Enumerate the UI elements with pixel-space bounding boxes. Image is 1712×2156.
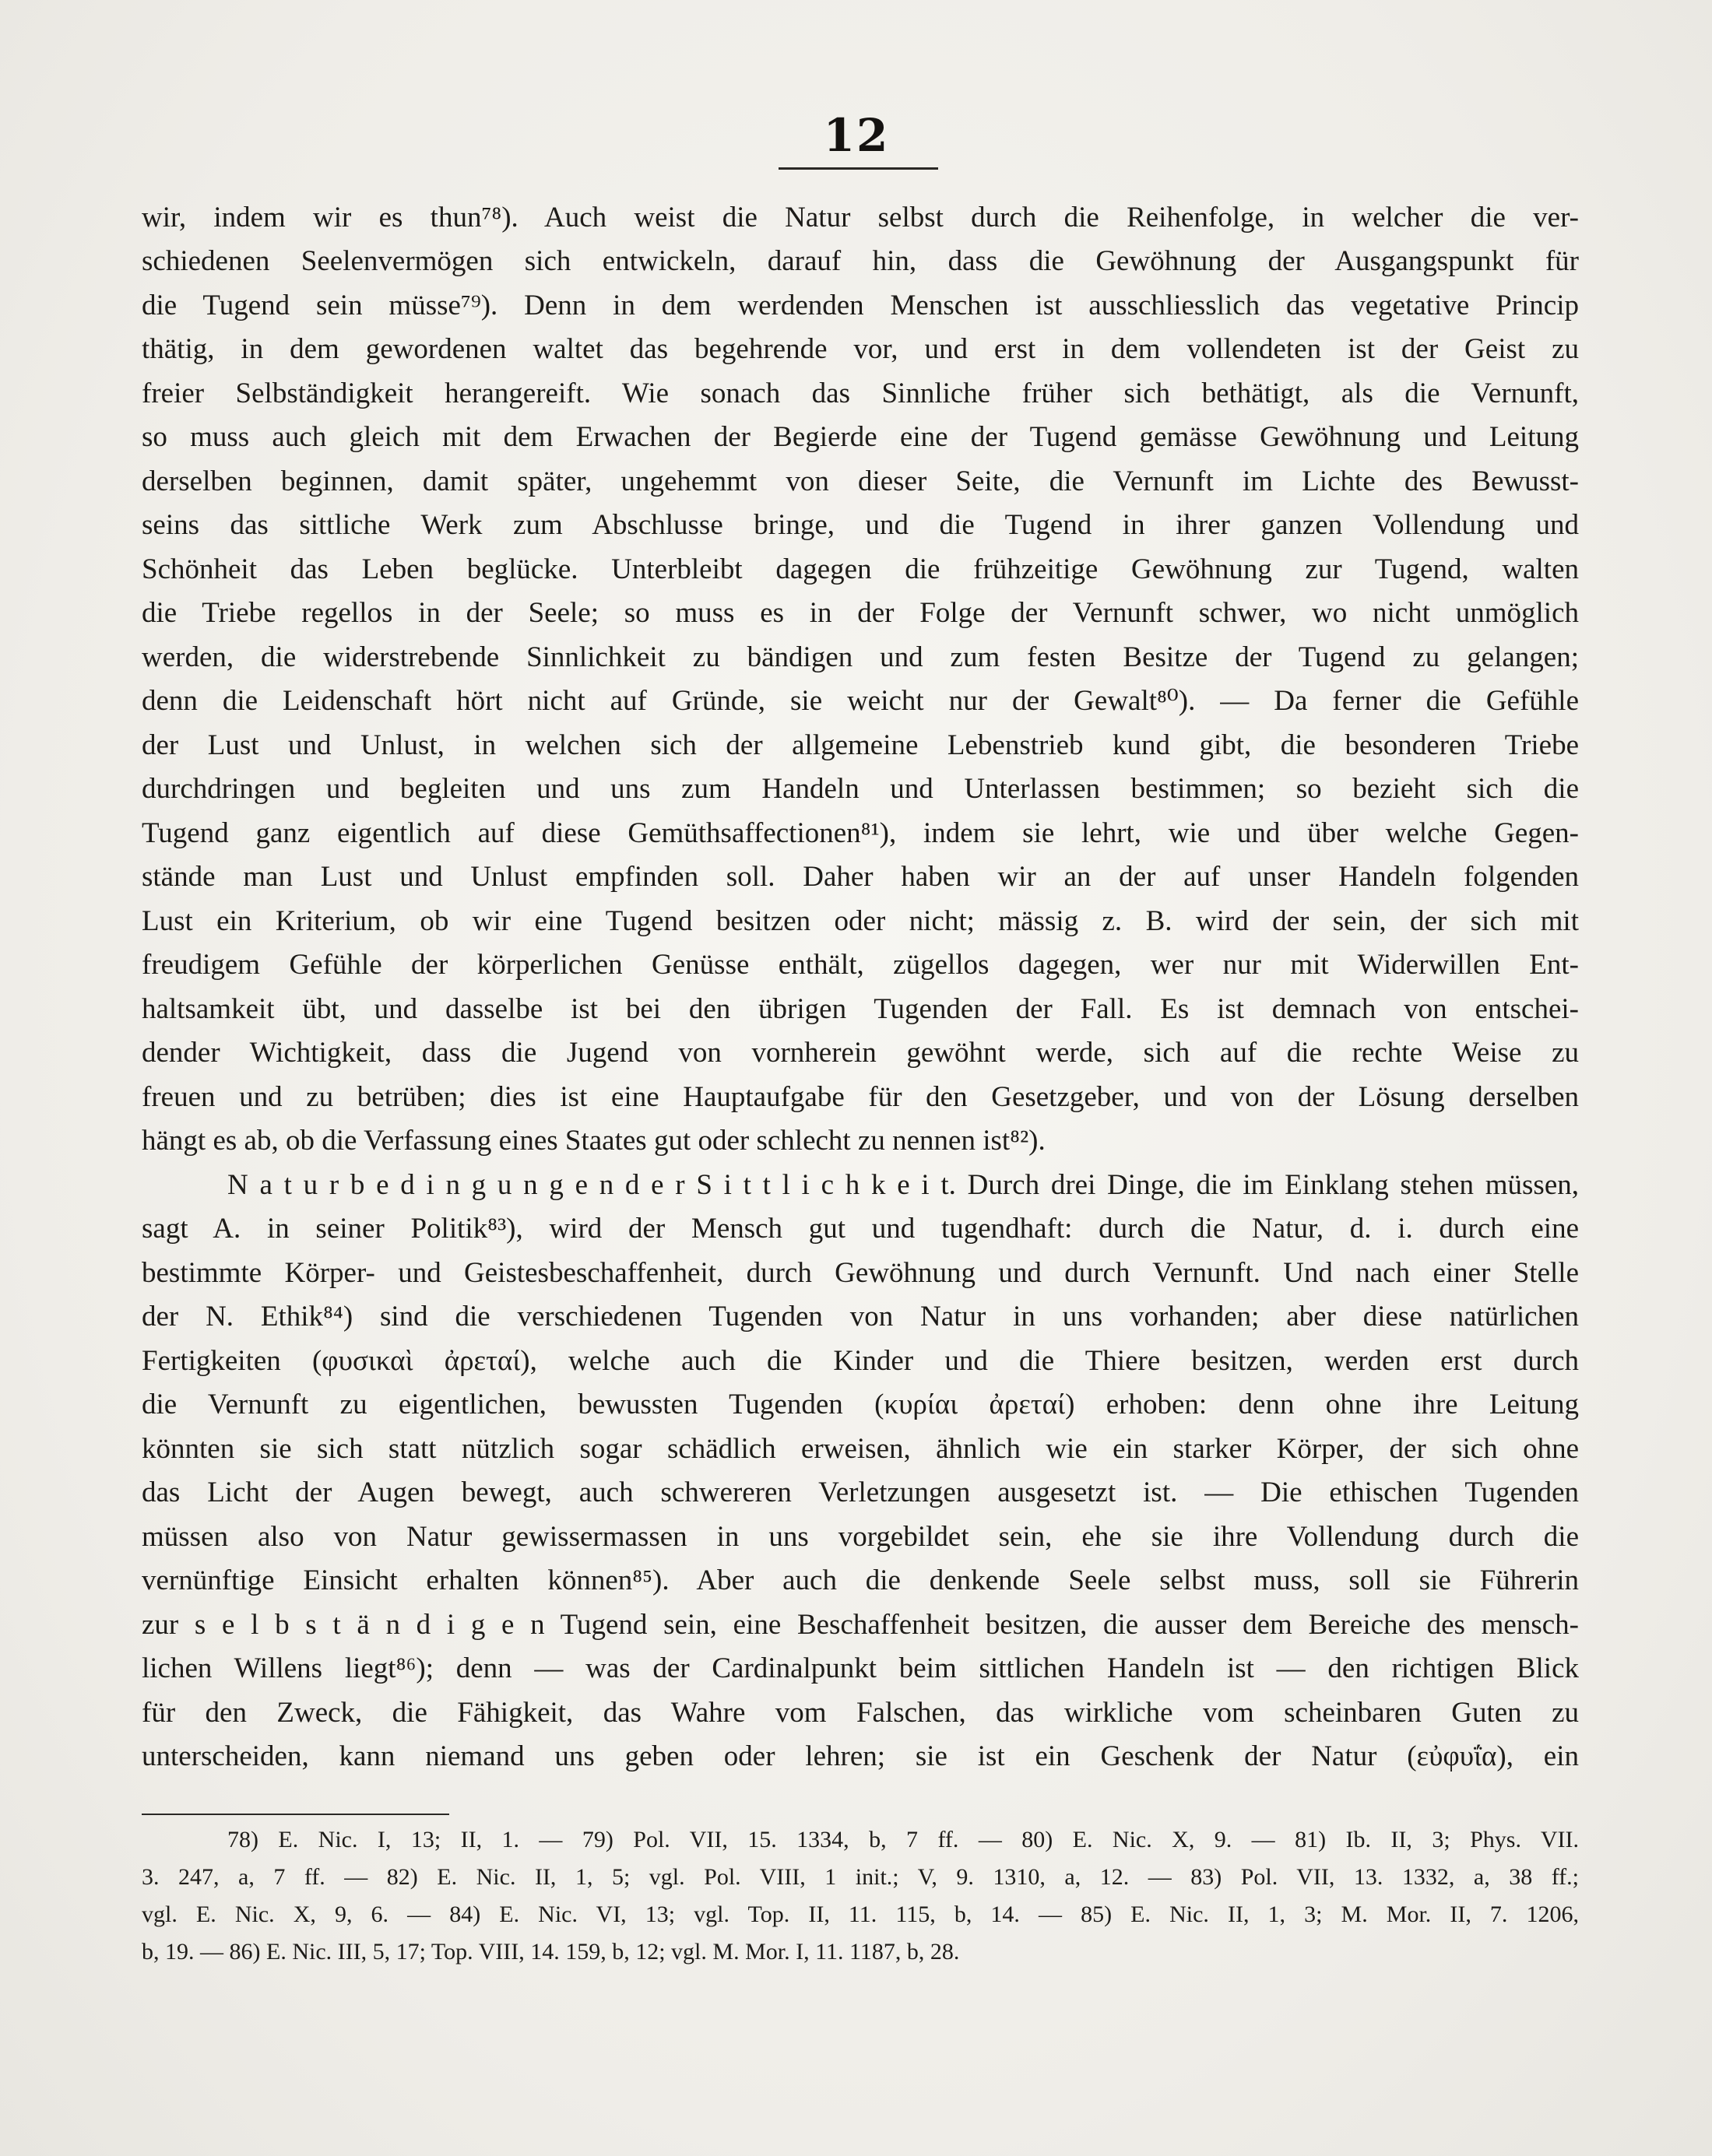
text-line: vernünftige Einsicht erhalten können⁸⁵). Aber auch die denkende Seele selbst muss, soll sie Führerin bbox=[142, 1564, 1579, 1596]
text-line: das Licht der Augen bewegt, auch schwereren Verletzungen ausgesetzt ist. — Die ethischen Tugenden bbox=[142, 1477, 1579, 1508]
text-line: Fertigkeiten (φυσικαὶ ἀρεταί), welche auch die Kinder und die Thiere besitzen, werden erst durch bbox=[142, 1345, 1579, 1377]
text-line: hängt es ab, ob die Verfassung eines Staates gut oder schlecht zu nennen ist⁸²). bbox=[142, 1125, 1046, 1157]
page-number: 12 bbox=[823, 109, 890, 162]
text-line: der N. Ethik⁸⁴) sind die verschiedenen Tugenden von Natur in uns vorhanden; aber diese natürlichen bbox=[142, 1301, 1579, 1333]
text-line: die Triebe regellos in der Seele; so muss es in der Folge der Vernunft schwer, wo nicht unmöglich bbox=[142, 597, 1579, 629]
footnote-line: b, 19. — 86) E. Nic. III, 5, 17; Top. VIII, 14. 159, b, 12; vgl. M. Mor. I, 11. 1187, b, 28. bbox=[142, 1939, 960, 1965]
text-line: Schönheit das Leben beglücke. Unterbleibt dagegen die frühzeitige Gewöhnung zur Tugend, walten bbox=[142, 553, 1579, 585]
text-line: freier Selbständigkeit herangereift. Wie sonach das Sinnliche früher sich bethätigt, als die Vernunft, bbox=[142, 377, 1579, 409]
text-line: freuen und zu betrüben; dies ist eine Hauptaufgabe für den Gesetzgeber, und von der Lösung derselben bbox=[142, 1081, 1579, 1113]
text-line: könnten sie sich statt nützlich sogar schädlich erweisen, ähnlich wie ein starker Körper, der sich ohne bbox=[142, 1433, 1579, 1465]
text-line: sagt A. in seiner Politik⁸³), wird der Mensch gut und tugendhaft: durch die Natur, d. i. durch eine bbox=[142, 1213, 1579, 1245]
footnote-line: vgl. E. Nic. X, 9, 6. — 84) E. Nic. VI, 13; vgl. Top. II, 11. 115, b, 14. — 85) E. Nic. II, 1, 3; M. Mor. II, 7. 1206, bbox=[142, 1901, 1579, 1927]
text-line: wir, indem wir es thun⁷⁸). Auch weist die Natur selbst durch die Reihenfolge, in welcher die ver- bbox=[142, 202, 1579, 234]
paragraph-start: N a t u r b e d i n g u n g e n d e r S i t t l i c h k e i t. Durch drei Dinge, die im Einklang stehen müssen, bbox=[227, 1169, 1579, 1201]
text-line: derselben beginnen, damit später, ungehemmt von dieser Seite, die Vernunft im Lichte des Bewusst- bbox=[142, 465, 1579, 497]
text-line: haltsamkeit übt, und dasselbe ist bei den übrigen Tugenden der Fall. Es ist demnach von entschei- bbox=[142, 993, 1579, 1025]
text-line: seins das sittliche Werk zum Abschlusse bringe, und die Tugend in ihrer ganzen Vollendung und bbox=[142, 509, 1579, 541]
text-line: bestimmte Körper- und Geistesbeschaffenheit, durch Gewöhnung und durch Vernunft. Und nach einer Stelle bbox=[142, 1257, 1579, 1289]
text-line: thätig, in dem gewordenen waltet das begehrende vor, und erst in dem vollendeten ist der Geist zu bbox=[142, 333, 1579, 365]
text-line: dender Wichtigkeit, dass die Jugend von vornherein gewöhnt werde, sich auf die rechte Weise zu bbox=[142, 1037, 1579, 1069]
text-line: zur s e l b s t ä n d i g e n Tugend sein, eine Beschaffenheit besitzen, die ausser dem Bereiche des mensch- bbox=[142, 1609, 1579, 1641]
footnote-rule bbox=[142, 1814, 449, 1815]
footnote-line: 3. 247, a, 7 ff. — 82) E. Nic. II, 1, 5; vgl. Pol. VIII, 1 init.; V, 9. 1310, a, 12. — 83) Pol. VII, 13. 1332, a, 38 ff.; bbox=[142, 1864, 1579, 1890]
text-line: Lust ein Kriterium, ob wir eine Tugend besitzen oder nicht; mässig z. B. wird der sein, der sich mit bbox=[142, 905, 1579, 937]
header-rule bbox=[779, 167, 938, 170]
text-line: lichen Willens liegt⁸⁶); denn — was der Cardinalpunkt beim sittlichen Handeln ist — den richtigen Blick bbox=[142, 1652, 1579, 1684]
footnote-line: 78) E. Nic. I, 13; II, 1. — 79) Pol. VII, 15. 1334, b, 7 ff. — 80) E. Nic. X, 9. — 81) Ib. II, 3; Phys. VII. bbox=[227, 1827, 1579, 1852]
text-line: Tugend ganz eigentlich auf diese Gemüthsaffectionen⁸¹), indem sie lehrt, wie und über welche Gegen- bbox=[142, 817, 1579, 849]
text-line: die Vernunft zu eigentlichen, bewussten Tugenden (κυρίαι ἀρεταί) erhoben: denn ohne ihre Leitung bbox=[142, 1389, 1579, 1420]
text-line: unterscheiden, kann niemand uns geben oder lehren; sie ist ein Geschenk der Natur (εὐφυΐα), ein bbox=[142, 1740, 1579, 1772]
text-line: für den Zweck, die Fähigkeit, das Wahre vom Falschen, das wirkliche vom scheinbaren Guten zu bbox=[142, 1697, 1579, 1729]
text-line: die Tugend sein müsse⁷⁹). Denn in dem werdenden Menschen ist ausschliesslich das vegetative Princip bbox=[142, 290, 1579, 321]
text-line: denn die Leidenschaft hört nicht auf Gründe, sie weicht nur der Gewalt⁸⁰). — Da ferner die Gefühle bbox=[142, 685, 1579, 717]
text-line: der Lust und Unlust, in welchen sich der allgemeine Lebenstrieb kund gibt, die besonderen Triebe bbox=[142, 729, 1579, 761]
text-line: durchdringen und begleiten und uns zum Handeln und Unterlassen bestimmen; so bezieht sich die bbox=[142, 773, 1579, 805]
text-line: müssen also von Natur gewissermassen in uns vorgebildet sein, ehe sie ihre Vollendung durch die bbox=[142, 1521, 1579, 1553]
text-line: schiedenen Seelenvermögen sich entwickeln, darauf hin, dass die Gewöhnung der Ausgangspunkt für bbox=[142, 245, 1579, 277]
text-line: stände man Lust und Unlust empfinden soll. Daher haben wir an der auf unser Handeln folgenden bbox=[142, 861, 1579, 893]
text-line: werden, die widerstrebende Sinnlichkeit zu bändigen und zum festen Besitze der Tugend zu gelangen; bbox=[142, 641, 1579, 673]
text-line: so muss auch gleich mit dem Erwachen der Begierde eine der Tugend gemässe Gewöhnung und Leitung bbox=[142, 421, 1579, 453]
text-line: freudigem Gefühle der körperlichen Genüsse enthält, zügellos dagegen, wer nur mit Widerwillen Ent- bbox=[142, 949, 1579, 981]
